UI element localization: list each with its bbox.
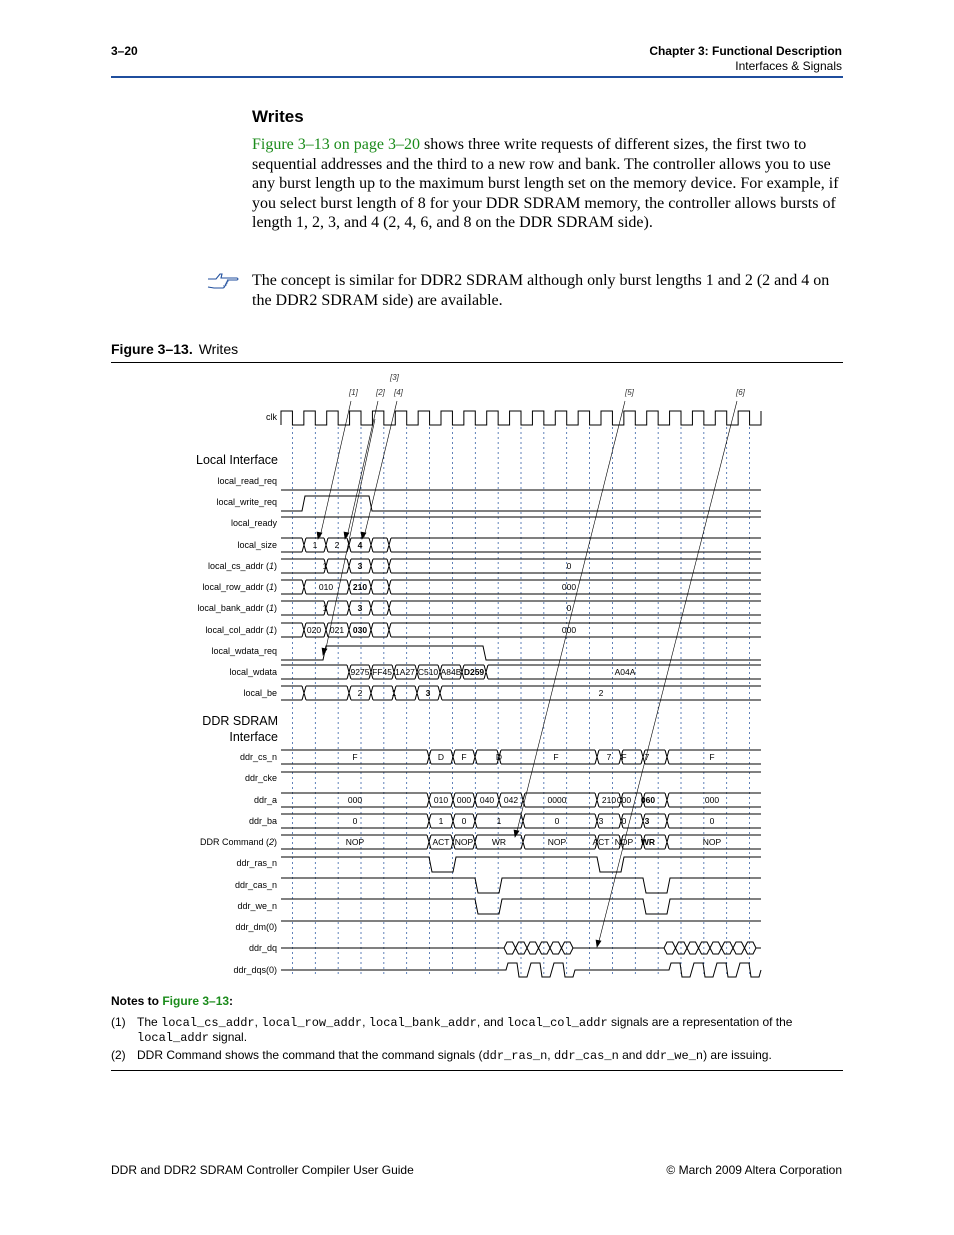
bus-value: 1 <box>312 540 318 550</box>
bus-value: ACT <box>432 837 450 847</box>
bus-value: A04A <box>614 667 636 677</box>
bus-value: 210 <box>352 582 368 592</box>
signal-local-wdata-req: local_wdata_req <box>211 646 277 656</box>
note-1-text: The local_cs_addr, local_row_addr, local_bank_addr, and local_col_addr signals are a representation of the local_addr signal. <box>137 1015 793 1045</box>
bus-value: NOP <box>702 837 722 847</box>
bus-value: F <box>553 752 559 762</box>
bus-value: 0 <box>566 603 572 613</box>
clock-waveform <box>281 411 761 425</box>
group-local-interface: Local Interface <box>196 453 278 467</box>
bus-value: 010 <box>433 795 449 805</box>
bus-value: 020 <box>306 625 322 635</box>
signal-local-cs-addr: local_cs_addr (1) <box>207 561 277 571</box>
figure-label: Figure 3–13. <box>111 341 193 357</box>
bus-value: 2 <box>598 688 604 698</box>
bus-value: 1 <box>438 816 444 826</box>
bus-value: NOP <box>614 837 634 847</box>
wave-ddr-we-n <box>281 899 761 914</box>
bus-value: WR <box>640 837 656 847</box>
bus-value: F <box>709 752 715 762</box>
note-2-text: DDR Command shows the command that the command signals (ddr_ras_n, ddr_cas_n and ddr_we_n) are issuing. <box>137 1048 772 1063</box>
wave-ddr-ras-n <box>281 857 761 872</box>
event-markers <box>348 373 746 397</box>
marker-3: [3] <box>390 373 399 382</box>
signal-local-size: local_size <box>237 540 277 550</box>
bus-value: D <box>437 752 445 762</box>
bus-value: 021 <box>329 625 345 635</box>
bus-value: 7 <box>606 752 612 762</box>
bus-value: 9275 <box>350 667 370 677</box>
bus-value: 000 <box>616 795 632 805</box>
body-paragraph <box>252 135 844 233</box>
bus-value: D259 <box>463 667 485 677</box>
bus-value: 3 <box>357 603 363 613</box>
footer-copyright: © March 2009 Altera Corporation <box>666 1163 842 1177</box>
bus-value: WR <box>491 837 507 847</box>
note-2-number: (2) <box>111 1048 126 1062</box>
signal-ddr-dqs0: ddr_dqs(0) <box>233 965 277 975</box>
timing-diagram <box>111 365 843 985</box>
signal-ddr-command: DDR Command (2) <box>199 837 277 847</box>
bus-value: NOP <box>454 837 474 847</box>
signal-ddr-cas-n: ddr_cas_n <box>234 880 277 890</box>
notes-title: Notes to Figure 3–13: <box>111 994 234 1008</box>
bus-value: 0 <box>554 816 560 826</box>
figure-title: Writes <box>198 341 239 357</box>
bus-value: 2 <box>334 540 340 550</box>
arrow-5 <box>516 401 625 835</box>
marker-2: [2] <box>376 388 385 397</box>
group-ddr-line1: DDR SDRAM <box>202 714 278 728</box>
bus-value: 3 <box>357 561 363 571</box>
arrow-4 <box>322 419 375 653</box>
bus-value: 030 <box>352 625 368 635</box>
bus-value: 1A27 <box>395 667 415 677</box>
bus-value: 000 <box>561 582 577 592</box>
signal-clk: clk <box>266 412 277 422</box>
bus-value: 0 <box>461 816 467 826</box>
bus-value: FF45 <box>372 667 392 677</box>
bus-value: 000 <box>561 625 577 635</box>
bus-value: 1 <box>322 603 328 613</box>
signal-ddr-ba: ddr_ba <box>248 816 277 826</box>
signal-local-col-addr: local_col_addr (1) <box>205 625 277 635</box>
paragraph-text: shows three write requests of different sizes, the first two to sequential addresses and the third to a new row and bank. The controller allows you to use any burst length up to the maximum burst length set on the memory device. For example, if you select burst length of 8 for your DDR SDRAM memory, the controller allows bursts of length 1, 2, 3, and 4 (2, 4, 6, and 8 on the DDR SDRAM side). <box>252 136 839 231</box>
bus-value: 210 <box>601 795 617 805</box>
bus-value: NOP <box>547 837 567 847</box>
bus-value: 0000 <box>547 795 567 805</box>
bus-value: 1 <box>496 816 502 826</box>
bus-value: 040 <box>479 795 495 805</box>
bus-value: 0 <box>566 561 572 571</box>
figure-caption <box>111 341 238 357</box>
marker-6: [6] <box>736 388 745 397</box>
bus-value: 000 <box>704 795 720 805</box>
bus-value: 3 <box>425 688 431 698</box>
running-header <box>649 44 842 74</box>
bus-value: F <box>621 752 627 762</box>
signal-local-wdata: local_wdata <box>229 667 277 677</box>
signal-local-read-req: local_read_req <box>217 476 277 486</box>
signal-local-write-req: local_write_req <box>216 497 277 507</box>
pointing-hand-icon <box>206 270 240 292</box>
bus-value: 1 <box>322 561 328 571</box>
bus-values <box>307 540 722 847</box>
signal-ddr-dq: ddr_dq <box>248 943 277 953</box>
figure-rule <box>111 362 843 363</box>
bus-value: ACT <box>592 837 610 847</box>
section-title-header: Interfaces & Signals <box>735 59 842 73</box>
signal-ddr-dm0: ddr_dm(0) <box>235 922 277 932</box>
bus-local-size <box>281 538 761 552</box>
notes-figure-link[interactable]: Figure 3–13 <box>162 994 230 1008</box>
bus-value: F <box>461 752 467 762</box>
header-rule <box>111 76 843 78</box>
signal-local-be: local_be <box>243 688 277 698</box>
signal-ddr-we-n: ddr_we_n <box>237 901 277 911</box>
bus-value: 7 <box>644 752 650 762</box>
signal-names <box>197 412 277 975</box>
signal-local-ready: local_ready <box>230 518 277 528</box>
bus-value: 0 <box>621 816 627 826</box>
bus-value: 1 <box>391 688 397 698</box>
bus-value: 4 <box>357 540 363 550</box>
bus-value: 000 <box>347 795 363 805</box>
bus-value: C510 <box>417 667 439 677</box>
notes-rule <box>111 1070 843 1071</box>
bus-value: 3 <box>644 816 650 826</box>
bus-local-cs-addr <box>281 559 761 573</box>
marker-4: [4] <box>394 388 403 397</box>
wave-ddr-cas-n <box>281 878 761 893</box>
note-paragraph: The concept is similar for DDR2 SDRAM although only burst lengths 1 and 2 (2 and 4 on the DDR2 SDRAM side) are available. <box>252 272 830 309</box>
signal-ddr-ras-n: ddr_ras_n <box>236 858 277 868</box>
bus-value: 0 <box>352 816 358 826</box>
signal-local-bank-addr: local_bank_addr (1) <box>197 603 277 613</box>
signal-ddr-cke: ddr_cke <box>244 773 277 783</box>
figure-link[interactable]: Figure 3–13 on page 3–20 <box>252 136 420 153</box>
signal-ddr-a: ddr_a <box>253 795 277 805</box>
bus-value: 010 <box>318 582 334 592</box>
dqs-waveform <box>281 963 761 977</box>
digital-waveforms <box>281 490 761 921</box>
bus-value: NOP <box>345 837 365 847</box>
section-heading: Writes <box>252 107 304 126</box>
bus-value: 060 <box>640 795 656 805</box>
marker-5: [5] <box>625 388 634 397</box>
bus-value: D <box>495 752 503 762</box>
note-1-number: (1) <box>111 1015 126 1029</box>
marker-1: [1] <box>349 388 358 397</box>
bus-value: 0 <box>709 816 715 826</box>
bus-value: A84B <box>440 667 462 677</box>
bus-value: 042 <box>503 795 519 805</box>
footer-title: DDR and DDR2 SDRAM Controller Compiler User Guide <box>111 1163 414 1177</box>
page-number: 3–20 <box>111 44 138 58</box>
chapter-title: Chapter 3: Functional Description <box>649 44 842 58</box>
group-ddr-line2: Interface <box>229 730 278 744</box>
bus-value: 000 <box>456 795 472 805</box>
bus-value: 2 <box>357 688 363 698</box>
signal-local-row-addr: local_row_addr (1) <box>202 582 277 592</box>
clock-edge-gridlines <box>292 427 749 977</box>
signal-ddr-cs-n: ddr_cs_n <box>239 752 277 762</box>
bus-value: 3 <box>598 816 604 826</box>
bus-value: F <box>352 752 358 762</box>
